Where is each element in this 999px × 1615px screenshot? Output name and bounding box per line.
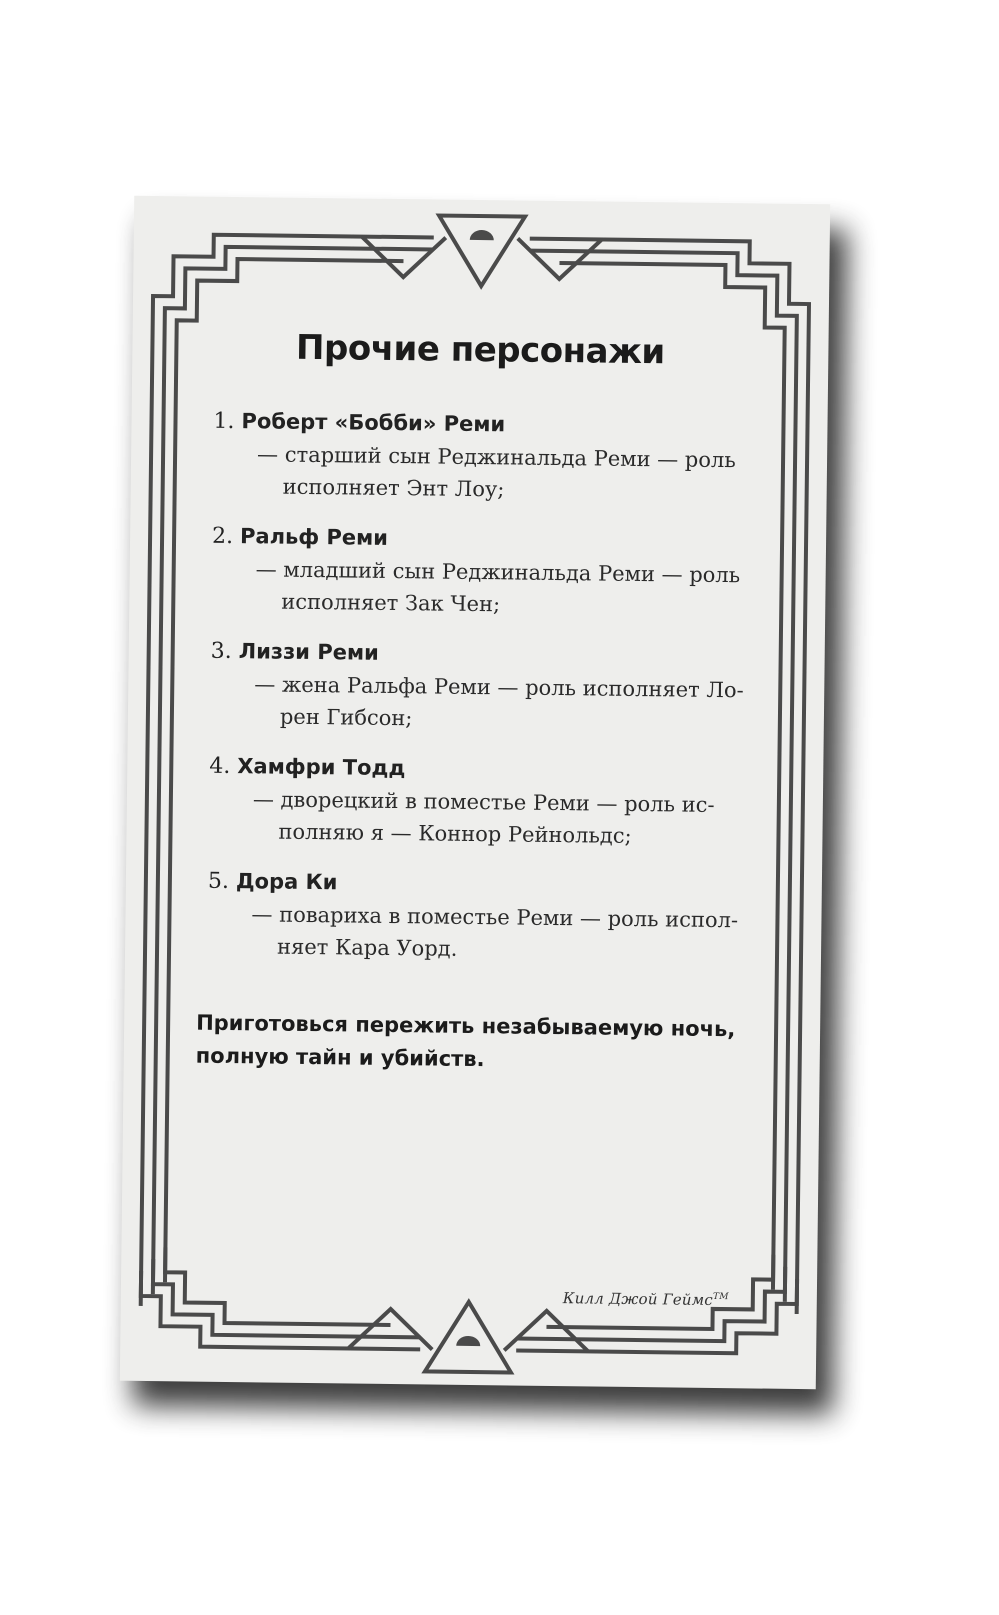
cast-description: — жена Ральфа Реми — роль исполняет Ло- рен Гибсон; — [254, 672, 744, 731]
trademark-mark: TM — [712, 1291, 729, 1303]
cast-list — [207, 405, 754, 987]
cast-description: — младший сын Реджинальда Реми — роль исполняет Зак Чен; — [255, 557, 741, 617]
cast-item — [211, 520, 752, 624]
cast-description: — старший сын Реджинальда Реми — роль исполняет Энт Лоу; — [256, 442, 736, 502]
cast-item — [208, 750, 749, 854]
cast-number: 2. — [211, 523, 234, 550]
cast-name: Ральф Реми — [239, 524, 389, 550]
brand-logo-text: Килл Джой Геймс — [562, 1289, 714, 1309]
cast-number: 1. — [213, 408, 235, 435]
cast-item — [207, 865, 748, 969]
brand-logo — [563, 1289, 729, 1309]
cast-description: — повариха в поместье Реми — роль испол- няет Кара Уорд. — [251, 902, 739, 961]
cast-item — [213, 405, 754, 509]
card-title: Прочие персонажи — [295, 327, 665, 373]
cast-name: Дора Ки — [235, 869, 338, 895]
cast-number: 3. — [210, 638, 232, 665]
cast-name: Лиззи Реми — [238, 639, 379, 665]
character-card — [120, 196, 830, 1389]
closing-text: Приготовься пережить незабываемую ночь, полную тайн и убийств. — [195, 1010, 736, 1072]
cast-number: 5. — [207, 868, 230, 894]
cast-name: Хамфри Тодд — [237, 754, 406, 781]
cast-description: — дворецкий в поместье Реми — роль ис- полняю я — Коннор Рейнольдс; — [252, 787, 715, 848]
cast-item — [210, 635, 751, 739]
cast-number: 4. — [209, 753, 231, 780]
cast-name: Роберт «Бобби» Реми — [241, 409, 506, 437]
